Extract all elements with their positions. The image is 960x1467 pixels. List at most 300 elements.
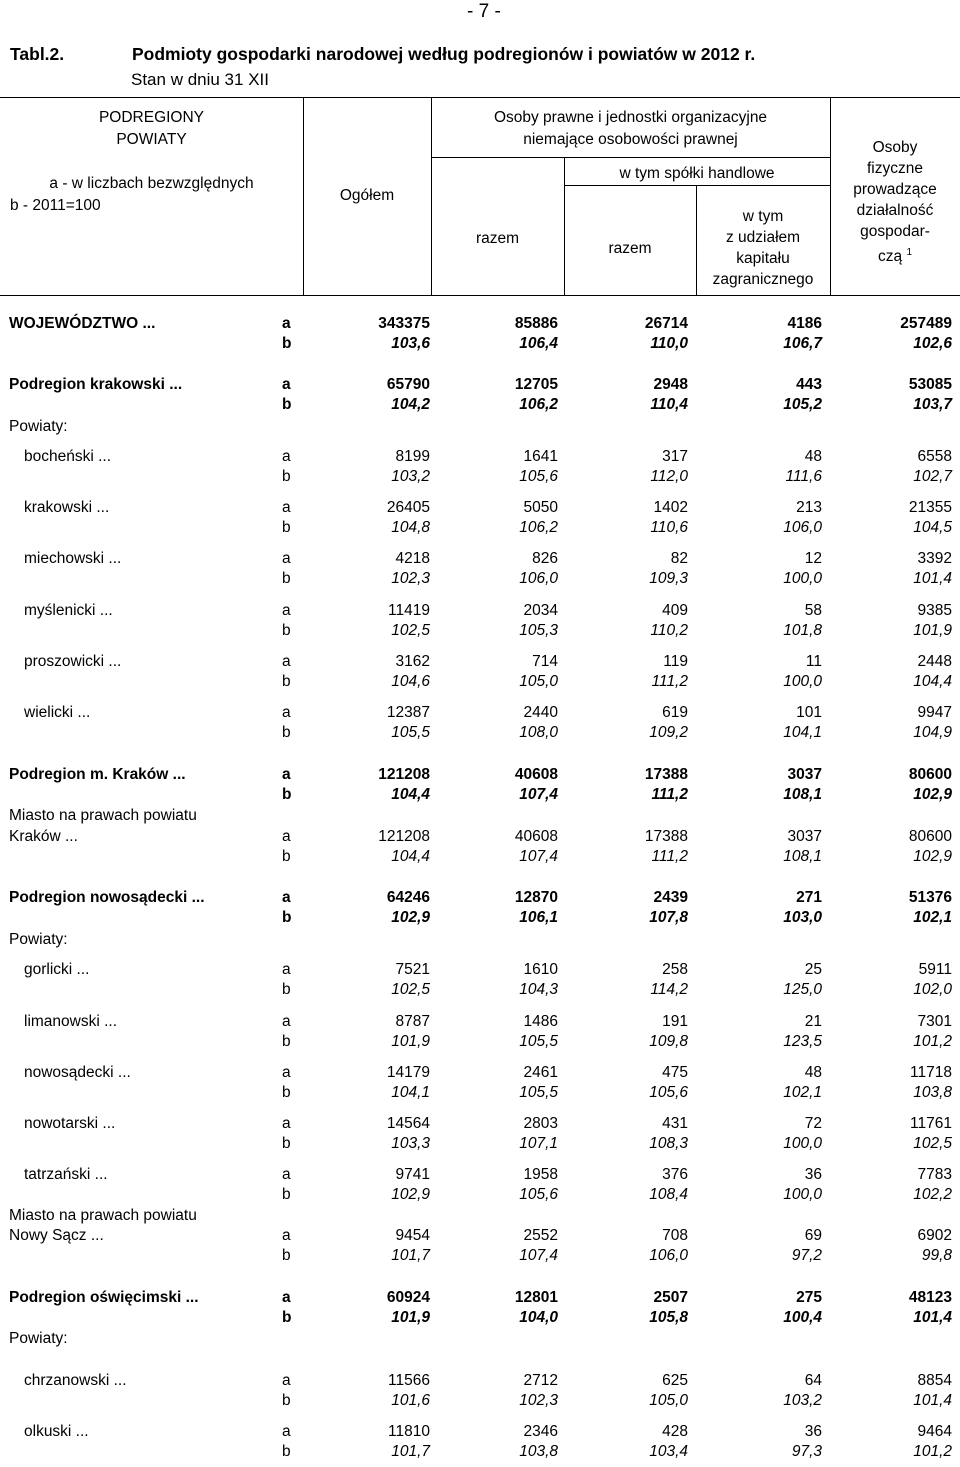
row-type: b bbox=[282, 335, 292, 352]
row-value: 103,8 bbox=[519, 1443, 558, 1460]
row-value: 36 bbox=[804, 1166, 822, 1183]
row-value: 102,5 bbox=[391, 981, 430, 998]
row-value: 101,4 bbox=[913, 1392, 952, 1409]
table-row bbox=[0, 1391, 960, 1411]
row-value: 11761 bbox=[910, 1115, 952, 1132]
row-value: 2507 bbox=[653, 1289, 688, 1306]
table-row bbox=[0, 908, 960, 928]
row-value: 104,1 bbox=[391, 1084, 430, 1101]
row-value: 101,9 bbox=[391, 1033, 430, 1050]
row-value: 114,2 bbox=[650, 981, 688, 998]
row-value: 104,4 bbox=[391, 786, 430, 803]
row-value: 85886 bbox=[514, 315, 558, 332]
table-row bbox=[0, 498, 960, 518]
row-type: a bbox=[282, 1289, 291, 1306]
row-value: 101,4 bbox=[913, 570, 952, 587]
row-value: 26405 bbox=[386, 499, 430, 516]
row-type: b bbox=[282, 1135, 291, 1152]
row-value: 109,8 bbox=[649, 1033, 688, 1050]
header-bottom-rule bbox=[0, 295, 960, 296]
row-value: 6902 bbox=[917, 1227, 952, 1244]
row-value: 105,0 bbox=[649, 1392, 688, 1409]
table-title-text: Podmioty gospodarki narodowej według podregionów i powiatów w 2012 r. bbox=[132, 44, 756, 64]
table-row bbox=[0, 1032, 960, 1052]
row-value: 107,8 bbox=[649, 909, 688, 926]
row-value: 82 bbox=[670, 550, 688, 567]
row-type: a bbox=[282, 1227, 291, 1244]
row-value: 102,5 bbox=[391, 622, 430, 639]
table-row bbox=[0, 1288, 960, 1308]
row-label: krakowski ... bbox=[24, 499, 110, 516]
row-label: Miasto na prawach powiatu bbox=[9, 1207, 197, 1224]
row-type: b bbox=[282, 1186, 291, 1203]
row-value: 102,9 bbox=[391, 909, 430, 926]
row-value: 104,0 bbox=[519, 1309, 558, 1326]
table-row bbox=[0, 1114, 960, 1134]
row-type: a bbox=[282, 653, 291, 670]
row-label: Podregion m. Kraków ... bbox=[9, 766, 186, 783]
table-row bbox=[0, 447, 960, 467]
row-type: a bbox=[282, 448, 291, 465]
table-row bbox=[0, 1422, 960, 1442]
row-type: a bbox=[282, 1013, 291, 1030]
row-value: 625 bbox=[662, 1372, 688, 1389]
row-value: 2346 bbox=[523, 1423, 558, 1440]
row-value: 107,1 bbox=[519, 1135, 558, 1152]
row-value: 4186 bbox=[787, 315, 822, 332]
row-value: 101,4 bbox=[913, 1309, 952, 1326]
row-type: b bbox=[282, 848, 291, 865]
row-value: 2440 bbox=[523, 704, 558, 721]
table-row bbox=[0, 806, 960, 826]
row-value: 107,4 bbox=[519, 1247, 558, 1264]
row-value: 65790 bbox=[386, 376, 430, 393]
row-value: 107,4 bbox=[519, 848, 558, 865]
row-value: 3392 bbox=[917, 550, 952, 567]
row-value: 105,5 bbox=[391, 724, 430, 741]
table-row bbox=[0, 827, 960, 847]
row-label: gorlicki ... bbox=[24, 961, 90, 978]
row-type: b bbox=[282, 1084, 291, 1101]
row-value: 826 bbox=[532, 550, 558, 567]
table-subtitle: Stan w dniu 31 XII bbox=[131, 70, 269, 89]
row-value: 2803 bbox=[523, 1115, 558, 1132]
row-label: Podregion oświęcimski ... bbox=[9, 1289, 199, 1306]
row-label: olkuski ... bbox=[24, 1423, 89, 1440]
row-type: b bbox=[282, 1392, 291, 1409]
table-row bbox=[0, 1206, 960, 1226]
row-value: 110,4 bbox=[650, 396, 688, 413]
row-value: 69 bbox=[804, 1227, 822, 1244]
row-value: 100,0 bbox=[783, 1186, 822, 1203]
row-value: 112,0 bbox=[650, 468, 688, 485]
row-type: a bbox=[282, 550, 291, 567]
row-value: 105,5 bbox=[519, 1084, 558, 1101]
row-label: Nowy Sącz ... bbox=[9, 1227, 104, 1244]
row-value: 104,2 bbox=[391, 396, 430, 413]
row-value: 11419 bbox=[388, 602, 430, 619]
row-label: myślenicki ... bbox=[24, 602, 113, 619]
row-label: chrzanowski ... bbox=[24, 1372, 127, 1389]
row-value: 51376 bbox=[908, 889, 952, 906]
table-row bbox=[0, 395, 960, 415]
row-value: 9741 bbox=[395, 1166, 430, 1183]
table-row bbox=[0, 1012, 960, 1032]
footnote-mark: 1 bbox=[906, 247, 912, 258]
row-value: 103,2 bbox=[783, 1392, 822, 1409]
row-value: 125,0 bbox=[783, 981, 822, 998]
row-type: b bbox=[282, 396, 292, 413]
row-type: b bbox=[282, 468, 291, 485]
table-row bbox=[0, 980, 960, 1000]
row-value: 102,5 bbox=[913, 1135, 952, 1152]
row-type: a bbox=[282, 602, 291, 619]
row-value: 103,2 bbox=[391, 468, 430, 485]
row-value: 111,6 bbox=[785, 468, 822, 485]
row-value: 6558 bbox=[917, 448, 952, 465]
row-value: 106,0 bbox=[519, 570, 558, 587]
table-row bbox=[0, 1246, 960, 1266]
row-value: 111,2 bbox=[651, 848, 688, 865]
row-value: 11 bbox=[805, 653, 822, 670]
row-type: b bbox=[282, 519, 291, 536]
row-value: 106,0 bbox=[783, 519, 822, 536]
row-value: 72 bbox=[804, 1115, 822, 1132]
row-value: 1958 bbox=[523, 1166, 558, 1183]
row-value: 258 bbox=[662, 961, 688, 978]
row-value: 102,0 bbox=[913, 981, 952, 998]
row-value: 2712 bbox=[523, 1372, 558, 1389]
row-value: 12705 bbox=[514, 376, 558, 393]
table-row bbox=[0, 375, 960, 395]
row-value: 102,1 bbox=[783, 1084, 822, 1101]
row-label: Powiaty: bbox=[9, 1330, 68, 1347]
row-value: 9464 bbox=[917, 1423, 952, 1440]
row-value: 105,3 bbox=[519, 622, 558, 639]
row-value: 108,1 bbox=[783, 848, 822, 865]
row-value: 103,6 bbox=[391, 335, 430, 352]
row-type: b bbox=[282, 909, 292, 926]
row-value: 102,9 bbox=[391, 1186, 430, 1203]
row-label: nowotarski ... bbox=[24, 1115, 116, 1132]
table-row bbox=[0, 1063, 960, 1083]
table-header bbox=[0, 97, 960, 296]
header-ogolem: Ogółem bbox=[339, 187, 395, 204]
row-value: 343375 bbox=[378, 315, 430, 332]
table-row bbox=[0, 652, 960, 672]
row-value: 105,5 bbox=[519, 1033, 558, 1050]
row-value: 121208 bbox=[378, 828, 430, 845]
table-row bbox=[0, 417, 960, 437]
row-type: a bbox=[282, 376, 291, 393]
row-value: 101,8 bbox=[783, 622, 822, 639]
row-value: 9947 bbox=[917, 704, 952, 721]
row-value: 2448 bbox=[917, 653, 952, 670]
row-value: 2461 bbox=[523, 1064, 558, 1081]
row-value: 106,7 bbox=[783, 335, 822, 352]
row-value: 107,4 bbox=[519, 786, 558, 803]
row-value: 708 bbox=[662, 1227, 688, 1244]
row-value: 103,3 bbox=[391, 1135, 430, 1152]
row-value: 60924 bbox=[386, 1289, 430, 1306]
row-value: 102,9 bbox=[913, 786, 952, 803]
row-label: Powiaty: bbox=[9, 418, 68, 435]
row-value: 102,9 bbox=[913, 848, 952, 865]
row-value: 109,2 bbox=[649, 724, 688, 741]
table-row bbox=[0, 1371, 960, 1391]
row-value: 53085 bbox=[908, 376, 952, 393]
row-value: 100,0 bbox=[783, 673, 822, 690]
table-row bbox=[0, 334, 960, 354]
row-value: 109,3 bbox=[649, 570, 688, 587]
row-value: 105,6 bbox=[519, 468, 558, 485]
row-value: 2948 bbox=[653, 376, 688, 393]
row-value: 5911 bbox=[918, 961, 952, 978]
row-value: 111,2 bbox=[651, 786, 688, 803]
row-value: 26714 bbox=[644, 315, 688, 332]
row-value: 25 bbox=[804, 961, 822, 978]
row-value: 101,7 bbox=[391, 1443, 430, 1460]
row-label: bocheński ... bbox=[24, 448, 112, 465]
row-value: 275 bbox=[796, 1289, 822, 1306]
header-regions: PODREGIONY POWIATY a - w liczbach bezwzględnych b - 2011=100 bbox=[10, 109, 254, 214]
row-type: a bbox=[282, 828, 291, 845]
row-value: 48123 bbox=[908, 1289, 952, 1306]
row-type: a bbox=[282, 499, 291, 516]
row-value: 110,2 bbox=[650, 622, 688, 639]
row-value: 101,9 bbox=[391, 1309, 430, 1326]
row-value: 9385 bbox=[917, 602, 952, 619]
header-osoby-fizyczne: Osoby fizyczne prowadzące działalność gospodar- czą $^1$ bbox=[853, 139, 937, 266]
row-value: 11566 bbox=[388, 1372, 430, 1389]
row-type: b bbox=[282, 1443, 291, 1460]
row-type: a bbox=[282, 704, 291, 721]
row-value: 101 bbox=[796, 704, 822, 721]
row-label: Podregion krakowski ... bbox=[9, 376, 183, 393]
table-row bbox=[0, 1134, 960, 1154]
row-value: 100,0 bbox=[783, 1135, 822, 1152]
row-type: a bbox=[282, 889, 291, 906]
row-value: 376 bbox=[662, 1166, 688, 1183]
row-value: 48 bbox=[804, 448, 822, 465]
row-value: 64 bbox=[804, 1372, 822, 1389]
row-value: 9454 bbox=[395, 1227, 430, 1244]
row-value: 3162 bbox=[395, 653, 430, 670]
row-type: a bbox=[282, 1064, 291, 1081]
table-row bbox=[0, 518, 960, 538]
table-row bbox=[0, 1308, 960, 1328]
row-value: 431 bbox=[662, 1115, 688, 1132]
row-value: 2552 bbox=[523, 1227, 558, 1244]
row-value: 103,7 bbox=[913, 396, 952, 413]
row-value: 2439 bbox=[653, 889, 688, 906]
table-row bbox=[0, 314, 960, 334]
row-label: wielicki ... bbox=[24, 704, 91, 721]
table-row bbox=[0, 1083, 960, 1103]
row-value: 2034 bbox=[523, 602, 558, 619]
row-value: 36 bbox=[804, 1423, 822, 1440]
row-value: 271 bbox=[796, 889, 822, 906]
row-value: 213 bbox=[796, 499, 822, 516]
row-value: 11718 bbox=[910, 1064, 952, 1081]
row-value: 102,3 bbox=[391, 570, 430, 587]
row-value: 257489 bbox=[900, 315, 952, 332]
row-value: 99,8 bbox=[921, 1247, 952, 1264]
row-value: 714 bbox=[532, 653, 558, 670]
row-value: 103,8 bbox=[913, 1084, 952, 1101]
row-value: 12870 bbox=[514, 889, 558, 906]
table-row bbox=[0, 960, 960, 980]
row-value: 106,1 bbox=[519, 909, 558, 926]
row-value: 40608 bbox=[514, 828, 558, 845]
row-value: 40608 bbox=[514, 766, 558, 783]
row-label: Miasto na prawach powiatu bbox=[9, 807, 197, 824]
row-type: b bbox=[282, 724, 291, 741]
row-value: 103,4 bbox=[649, 1443, 688, 1460]
row-type: a bbox=[282, 1372, 291, 1389]
row-value: 17388 bbox=[644, 766, 688, 783]
table-row bbox=[0, 1165, 960, 1185]
row-value: 409 bbox=[662, 602, 688, 619]
row-value: 104,8 bbox=[391, 519, 430, 536]
row-value: 64246 bbox=[386, 889, 430, 906]
row-value: 105,6 bbox=[519, 1186, 558, 1203]
row-value: 1486 bbox=[523, 1013, 558, 1030]
table-number: Tabl.2. bbox=[10, 44, 65, 64]
row-value: 104,4 bbox=[913, 673, 952, 690]
table-row bbox=[0, 930, 960, 950]
row-type: b bbox=[282, 786, 292, 803]
table-row bbox=[0, 549, 960, 569]
table-row bbox=[0, 672, 960, 692]
row-value: 106,2 bbox=[519, 396, 558, 413]
row-type: b bbox=[282, 981, 291, 998]
page-number: - 7 - bbox=[467, 1, 501, 22]
row-value: 104,9 bbox=[913, 724, 952, 741]
row-value: 619 bbox=[662, 704, 688, 721]
row-value: 11810 bbox=[388, 1423, 430, 1440]
header-zagraniczne: w tym z udziałem kapitału zagranicznego bbox=[712, 208, 814, 288]
row-value: 105,0 bbox=[519, 673, 558, 690]
row-value: 105,8 bbox=[649, 1309, 688, 1326]
row-value: 101,6 bbox=[391, 1392, 430, 1409]
table-row bbox=[0, 723, 960, 743]
row-value: 108,3 bbox=[649, 1135, 688, 1152]
row-value: 104,4 bbox=[391, 848, 430, 865]
row-value: 111,2 bbox=[651, 673, 688, 690]
row-value: 7783 bbox=[917, 1166, 952, 1183]
row-value: 1610 bbox=[523, 961, 558, 978]
table-row bbox=[0, 1442, 960, 1462]
row-value: 80600 bbox=[908, 828, 952, 845]
row-type: b bbox=[282, 673, 291, 690]
row-type: a bbox=[282, 1166, 291, 1183]
row-value: 7521 bbox=[395, 961, 430, 978]
header-divider bbox=[564, 185, 830, 186]
row-type: a bbox=[282, 1423, 291, 1440]
row-label: limanowski ... bbox=[24, 1013, 118, 1030]
table-row bbox=[0, 1185, 960, 1205]
row-type: b bbox=[282, 1309, 292, 1326]
row-label: miechowski ... bbox=[24, 550, 122, 567]
row-value: 12387 bbox=[386, 704, 430, 721]
header-spolki-razem: razem bbox=[608, 240, 652, 257]
row-value: 101,9 bbox=[913, 622, 952, 639]
row-value: 104,1 bbox=[783, 724, 822, 741]
row-type: b bbox=[282, 570, 291, 587]
row-value: 17388 bbox=[644, 828, 688, 845]
table-row bbox=[0, 621, 960, 641]
row-value: 5050 bbox=[523, 499, 558, 516]
row-value: 101,7 bbox=[391, 1247, 430, 1264]
row-value: 108,4 bbox=[649, 1186, 688, 1203]
row-value: 58 bbox=[804, 602, 822, 619]
table-row bbox=[0, 569, 960, 589]
row-value: 105,2 bbox=[783, 396, 822, 413]
row-value: 14179 bbox=[386, 1064, 430, 1081]
row-value: 48 bbox=[804, 1064, 822, 1081]
row-value: 8787 bbox=[395, 1013, 430, 1030]
header-spolki: w tym spółki handlowe bbox=[619, 165, 775, 182]
row-value: 12801 bbox=[514, 1289, 558, 1306]
row-value: 123,5 bbox=[783, 1033, 822, 1050]
row-value: 106,4 bbox=[519, 335, 558, 352]
row-type: a bbox=[282, 766, 291, 783]
row-type: b bbox=[282, 622, 291, 639]
row-value: 475 bbox=[662, 1064, 688, 1081]
row-value: 317 bbox=[662, 448, 688, 465]
row-value: 8199 bbox=[395, 448, 430, 465]
row-type: a bbox=[282, 961, 291, 978]
row-value: 102,7 bbox=[913, 468, 952, 485]
header-top-rule bbox=[0, 97, 960, 98]
row-label: Kraków ... bbox=[9, 828, 78, 845]
row-value: 97,2 bbox=[791, 1247, 822, 1264]
row-value: 100,4 bbox=[783, 1309, 822, 1326]
table-row bbox=[0, 888, 960, 908]
row-type: a bbox=[282, 1115, 291, 1132]
row-value: 104,6 bbox=[391, 673, 430, 690]
table-row bbox=[0, 847, 960, 867]
row-value: 104,5 bbox=[913, 519, 952, 536]
row-value: 100,0 bbox=[783, 570, 822, 587]
row-type: b bbox=[282, 1247, 291, 1264]
row-value: 443 bbox=[796, 376, 822, 393]
row-value: 110,6 bbox=[650, 519, 688, 536]
header-divider bbox=[431, 157, 830, 158]
row-value: 106,2 bbox=[519, 519, 558, 536]
row-label: tatrzański ... bbox=[24, 1166, 108, 1183]
row-value: 106,0 bbox=[649, 1247, 688, 1264]
row-value: 108,0 bbox=[519, 724, 558, 741]
row-value: 1402 bbox=[653, 499, 688, 516]
row-value: 121208 bbox=[378, 766, 430, 783]
table-row bbox=[0, 765, 960, 785]
row-value: 428 bbox=[662, 1423, 688, 1440]
row-value: 80600 bbox=[908, 766, 952, 783]
table-row bbox=[0, 703, 960, 723]
row-value: 21355 bbox=[908, 499, 952, 516]
row-value: 21 bbox=[804, 1013, 822, 1030]
row-value: 3037 bbox=[787, 766, 822, 783]
row-label: Powiaty: bbox=[9, 931, 68, 948]
row-value: 1641 bbox=[523, 448, 558, 465]
row-label: nowosądecki ... bbox=[24, 1064, 131, 1081]
row-value: 105,6 bbox=[649, 1084, 688, 1101]
row-value: 101,2 bbox=[913, 1033, 952, 1050]
row-value: 3037 bbox=[787, 828, 822, 845]
header-osoby-prawne: Osoby prawne i jednostki organizacyjne niemające osobowości prawnej bbox=[493, 109, 768, 148]
